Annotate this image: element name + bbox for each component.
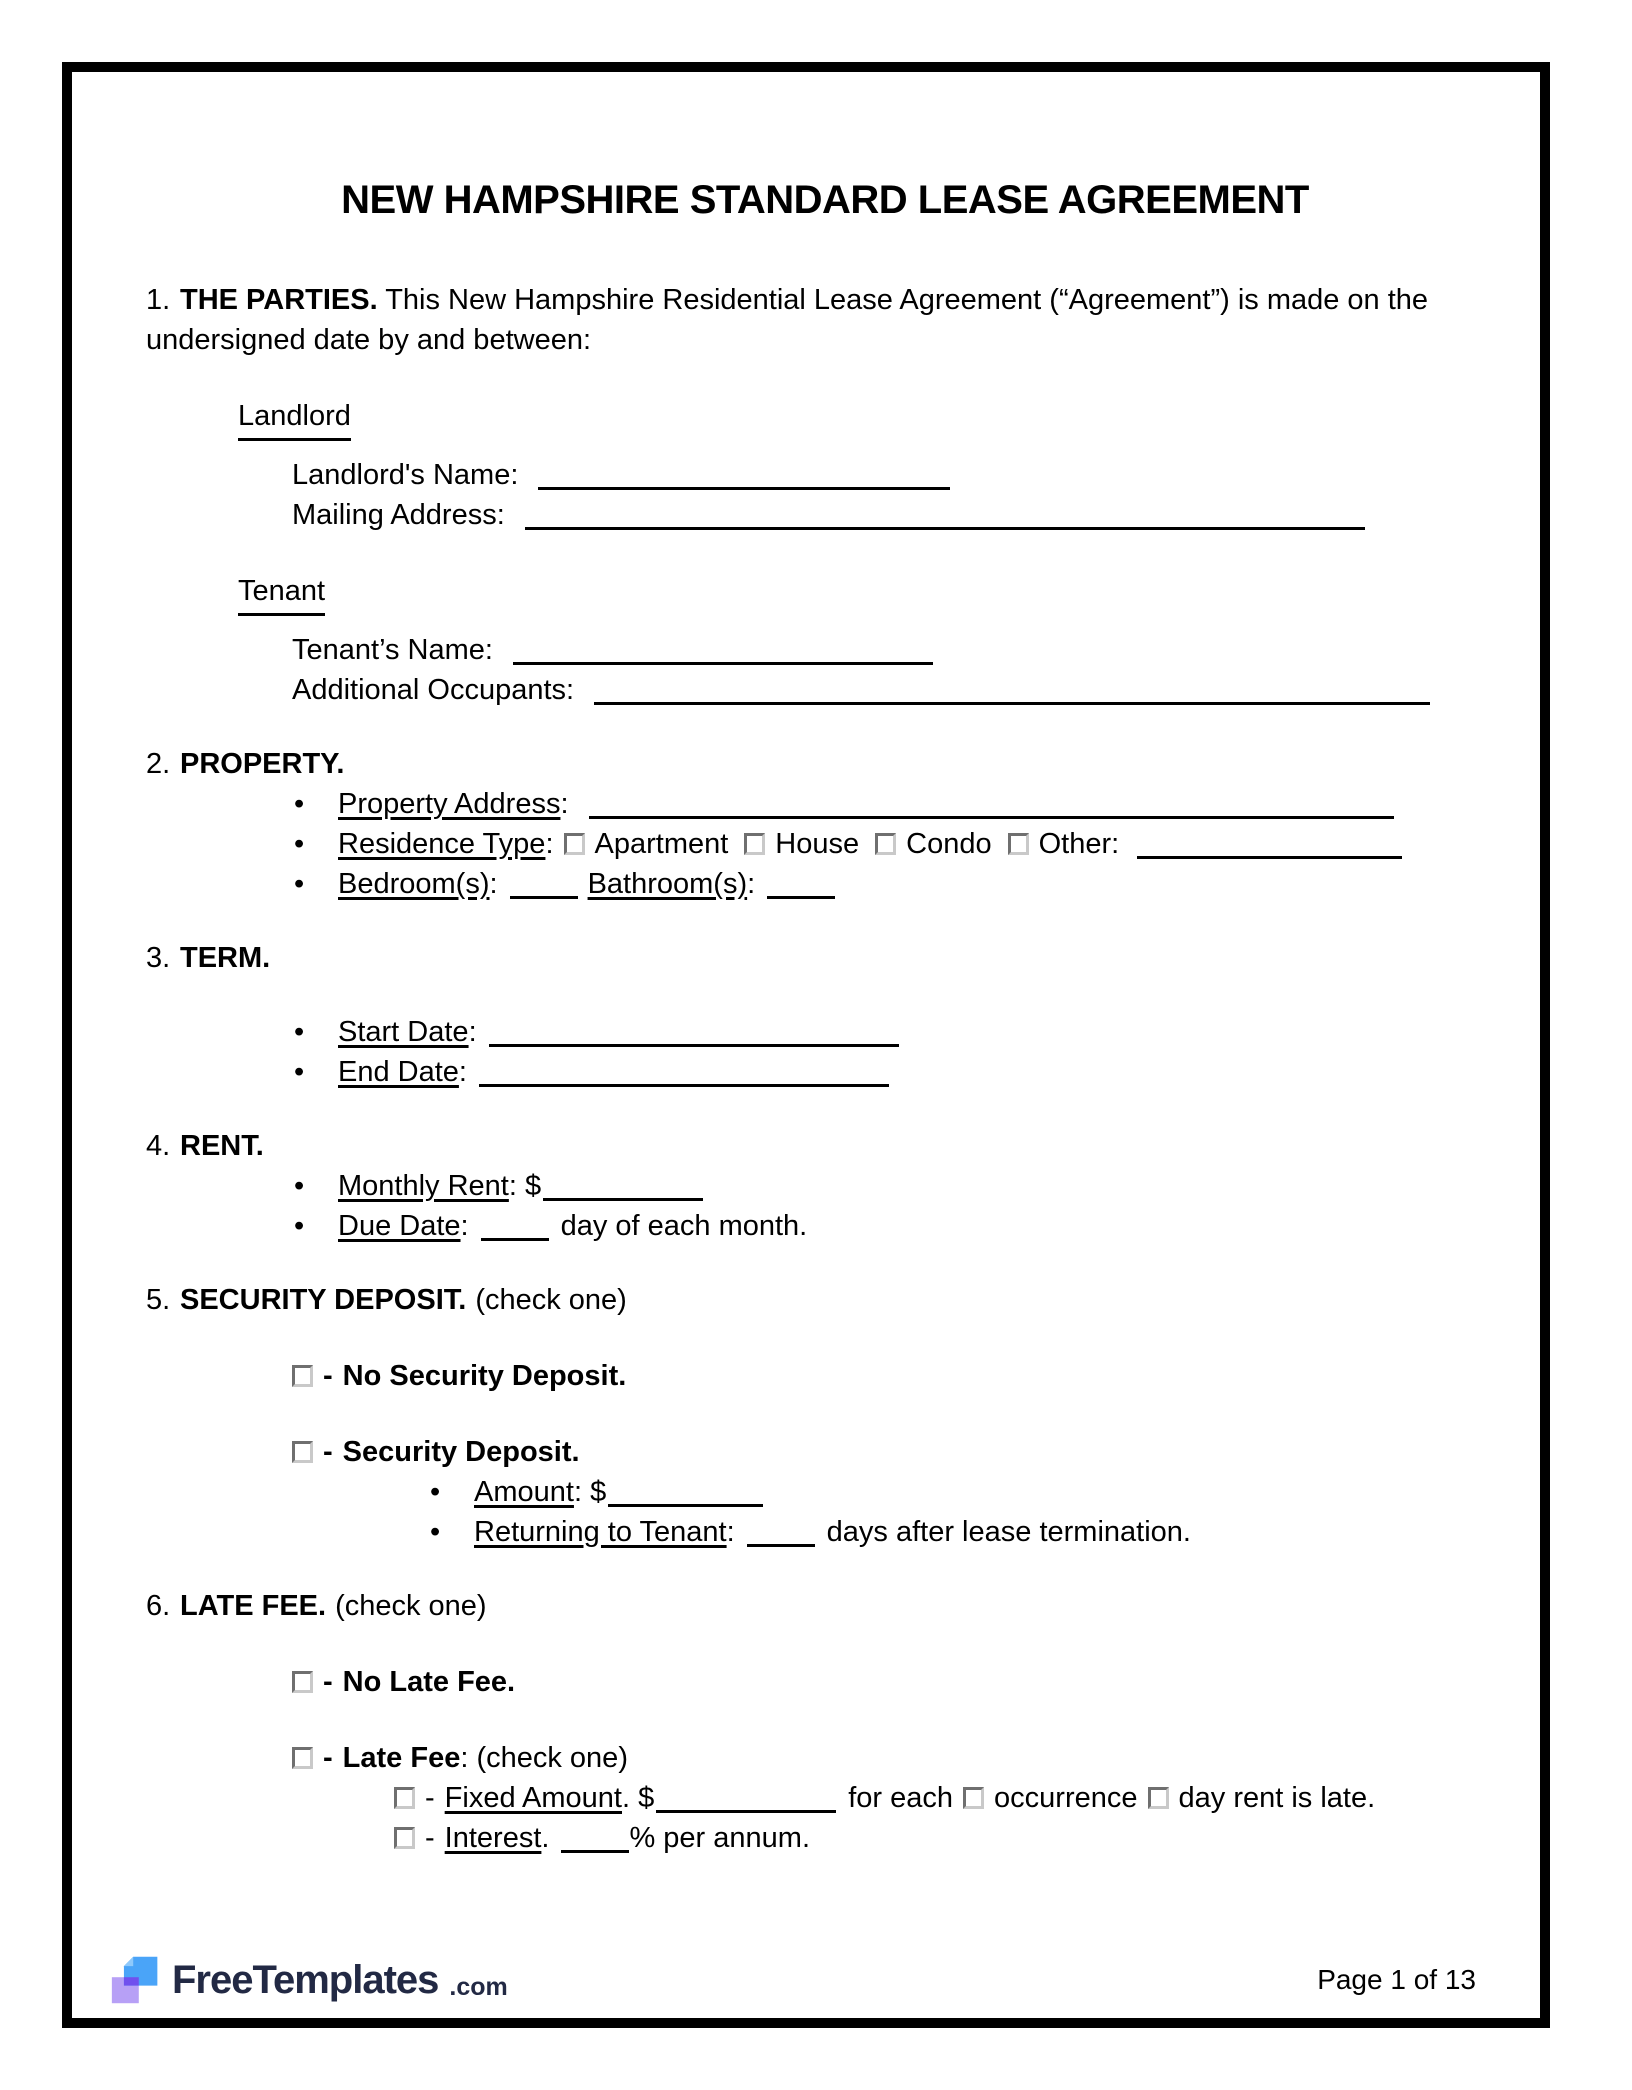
blank-end-date[interactable] <box>479 1076 889 1087</box>
bullet-icon: • <box>294 1210 305 1242</box>
blank-other[interactable] <box>1137 848 1402 859</box>
interest-label: Interest <box>444 1822 542 1854</box>
blank-due-date[interactable] <box>481 1230 549 1241</box>
colon: : <box>458 1056 467 1088</box>
dash: - <box>323 1436 333 1468</box>
no-late-fee-label: No Late Fee. <box>342 1666 516 1698</box>
additional-occupants-label: Additional Occupants: <box>292 674 575 706</box>
bedrooms-bathrooms-row <box>292 864 1504 904</box>
late-fee-note: : (check one) <box>460 1742 628 1774</box>
dash: - <box>323 1666 333 1698</box>
checkbox-interest[interactable] <box>394 1827 415 1849</box>
additional-occupants-row <box>292 670 1504 710</box>
tenant-name-label: Tenant’s Name: <box>292 634 493 666</box>
deposit-amount-row <box>428 1472 1504 1512</box>
residence-type-row <box>292 824 1504 864</box>
tenant-heading: Tenant <box>238 571 325 616</box>
bullet-icon: • <box>294 828 305 860</box>
section-heading-late-fee: LATE FEE. <box>180 1590 327 1622</box>
dash: - <box>425 1822 435 1854</box>
page-title: NEW HAMPSHIRE STANDARD LEASE AGREEMENT <box>341 178 1309 222</box>
colon: : <box>460 1210 469 1242</box>
landlord-name-row <box>292 455 1504 495</box>
blank-deposit-amount[interactable] <box>608 1496 763 1507</box>
mailing-address-row <box>292 495 1504 535</box>
spacer <box>146 978 1504 1012</box>
interest-separator: . <box>541 1822 550 1854</box>
due-date-row <box>292 1206 1504 1246</box>
landlord-name-label: Landlord's Name: <box>292 459 519 491</box>
option-other-label: Other: <box>1038 828 1120 860</box>
blank-monthly-rent[interactable] <box>543 1190 703 1201</box>
colon: : <box>545 828 554 860</box>
amount-separator: : $ <box>573 1476 607 1508</box>
colon: : <box>560 788 569 820</box>
returning-to-tenant-label: Returning to Tenant <box>474 1516 727 1548</box>
fixed-amount-separator: . $ <box>622 1782 655 1814</box>
checkbox-security-deposit[interactable] <box>292 1441 313 1463</box>
checkbox-other[interactable] <box>1008 833 1029 855</box>
checkbox-apartment[interactable] <box>564 833 585 855</box>
bullet-icon: • <box>430 1516 441 1548</box>
section-heading-rent: RENT. <box>180 1130 264 1162</box>
blank-bedrooms[interactable] <box>510 888 578 899</box>
interest-row <box>394 1818 1504 1858</box>
landlord-heading: Landlord <box>238 396 351 441</box>
late-fee-label: Late Fee <box>342 1742 461 1774</box>
section-rent-heading <box>146 1126 1504 1166</box>
section-security-deposit-heading <box>146 1280 1504 1320</box>
monthly-rent-row <box>292 1166 1504 1206</box>
section-heading-property: PROPERTY. <box>180 748 345 780</box>
option-house: House <box>775 828 860 860</box>
page-number: Page 1 of 13 <box>1317 1964 1476 1995</box>
blank-additional-occupants[interactable] <box>594 694 1430 705</box>
no-late-fee-option <box>292 1662 1504 1702</box>
section-number: 2. <box>146 748 171 780</box>
interest-suffix: % per annum. <box>629 1822 810 1854</box>
page-footer <box>110 1954 1476 2006</box>
colon: : <box>489 868 498 900</box>
fixed-amount-mid: for each <box>848 1782 954 1814</box>
section-number: 3. <box>146 942 171 974</box>
blank-fixed-amount[interactable] <box>656 1802 836 1813</box>
dash: - <box>425 1782 435 1814</box>
end-date-row <box>292 1052 1504 1092</box>
residence-type-label: Residence Type <box>338 828 546 860</box>
blank-returning-days[interactable] <box>747 1536 815 1547</box>
brand-suffix: .com <box>449 1973 508 2001</box>
returning-to-tenant-row <box>428 1512 1504 1552</box>
bullet-icon: • <box>294 1056 305 1088</box>
bullet-icon: • <box>294 1170 305 1202</box>
brand-name: FreeTemplates <box>172 1957 439 2002</box>
page-border <box>62 62 1550 2028</box>
blank-mailing-address[interactable] <box>525 519 1365 530</box>
checkbox-occurrence[interactable] <box>963 1787 984 1809</box>
section-number: 6. <box>146 1590 171 1622</box>
colon: : <box>747 868 756 900</box>
blank-start-date[interactable] <box>489 1036 899 1047</box>
section-late-fee-heading <box>146 1586 1504 1626</box>
checkbox-no-security-deposit[interactable] <box>292 1365 313 1387</box>
deposit-amount-label: Amount <box>474 1476 574 1508</box>
blank-property-address[interactable] <box>589 808 1394 819</box>
monthly-rent-separator: : $ <box>508 1170 542 1202</box>
monthly-rent-label: Monthly Rent <box>338 1170 509 1202</box>
occurrence-label: occurrence <box>994 1782 1138 1814</box>
tenant-name-row <box>292 630 1504 670</box>
blank-interest-rate[interactable] <box>561 1842 629 1853</box>
freetemplates-logo <box>110 1954 508 2006</box>
option-condo: Condo <box>906 828 992 860</box>
property-address-label: Property Address <box>338 788 561 820</box>
tenant-heading-row <box>238 571 1504 616</box>
security-deposit-option <box>292 1432 1504 1472</box>
section-number: 1. <box>146 284 171 316</box>
check-one-note: (check one) <box>335 1590 487 1622</box>
document-content <box>72 176 1540 1858</box>
checkbox-no-late-fee[interactable] <box>292 1671 313 1693</box>
dash: - <box>323 1360 333 1392</box>
bullet-icon: • <box>294 868 305 900</box>
security-deposit-label: Security Deposit. <box>342 1436 580 1468</box>
property-address-row <box>292 784 1504 824</box>
due-date-suffix: day of each month. <box>560 1210 808 1242</box>
section-number: 5. <box>146 1284 171 1316</box>
checkbox-condo[interactable] <box>875 833 896 855</box>
freetemplates-logo-icon <box>110 1954 162 2006</box>
bathrooms-label: Bathroom(s) <box>587 868 748 900</box>
blank-bathrooms[interactable] <box>767 888 835 899</box>
option-apartment: Apartment <box>594 828 729 860</box>
checkbox-house[interactable] <box>744 833 765 855</box>
checkbox-day-rent-late[interactable] <box>1148 1787 1169 1809</box>
bullet-icon: • <box>294 1016 305 1048</box>
end-date-label: End Date <box>338 1056 459 1088</box>
no-security-deposit-label: No Security Deposit. <box>342 1360 627 1392</box>
section-number: 4. <box>146 1130 171 1162</box>
fixed-amount-row <box>394 1778 1504 1818</box>
dash: - <box>323 1742 333 1774</box>
section-heading-parties: THE PARTIES. <box>180 284 378 316</box>
blank-landlord-name[interactable] <box>538 479 950 490</box>
colon: : <box>726 1516 735 1548</box>
due-date-label: Due Date <box>338 1210 461 1242</box>
landlord-heading-row <box>238 396 1504 441</box>
returning-suffix: days after lease termination. <box>826 1516 1191 1548</box>
bedrooms-label: Bedroom(s) <box>338 868 490 900</box>
parties-intro-text: This New Hampshire Residential Lease Agreement (“Agreement”) is made on the undersigned date by and between: <box>146 284 1429 356</box>
check-one-note: (check one) <box>475 1284 627 1316</box>
start-date-row <box>292 1012 1504 1052</box>
start-date-label: Start Date <box>338 1016 469 1048</box>
checkbox-late-fee[interactable] <box>292 1747 313 1769</box>
section-heading-security-deposit: SECURITY DEPOSIT. <box>180 1284 467 1316</box>
section-heading-term: TERM. <box>180 942 271 974</box>
day-rent-late-label: day rent is late. <box>1178 1782 1376 1814</box>
bullet-icon: • <box>430 1476 441 1508</box>
section-term-heading <box>146 938 1504 978</box>
mailing-address-label: Mailing Address: <box>292 499 505 531</box>
late-fee-option <box>292 1738 1504 1778</box>
checkbox-fixed-amount[interactable] <box>394 1787 415 1809</box>
bullet-icon: • <box>294 788 305 820</box>
section-parties-intro <box>146 280 1504 360</box>
section-property-heading <box>146 744 1504 784</box>
no-security-deposit-option <box>292 1356 1504 1396</box>
fixed-amount-label: Fixed Amount <box>444 1782 622 1814</box>
colon: : <box>468 1016 477 1048</box>
blank-tenant-name[interactable] <box>513 654 933 665</box>
